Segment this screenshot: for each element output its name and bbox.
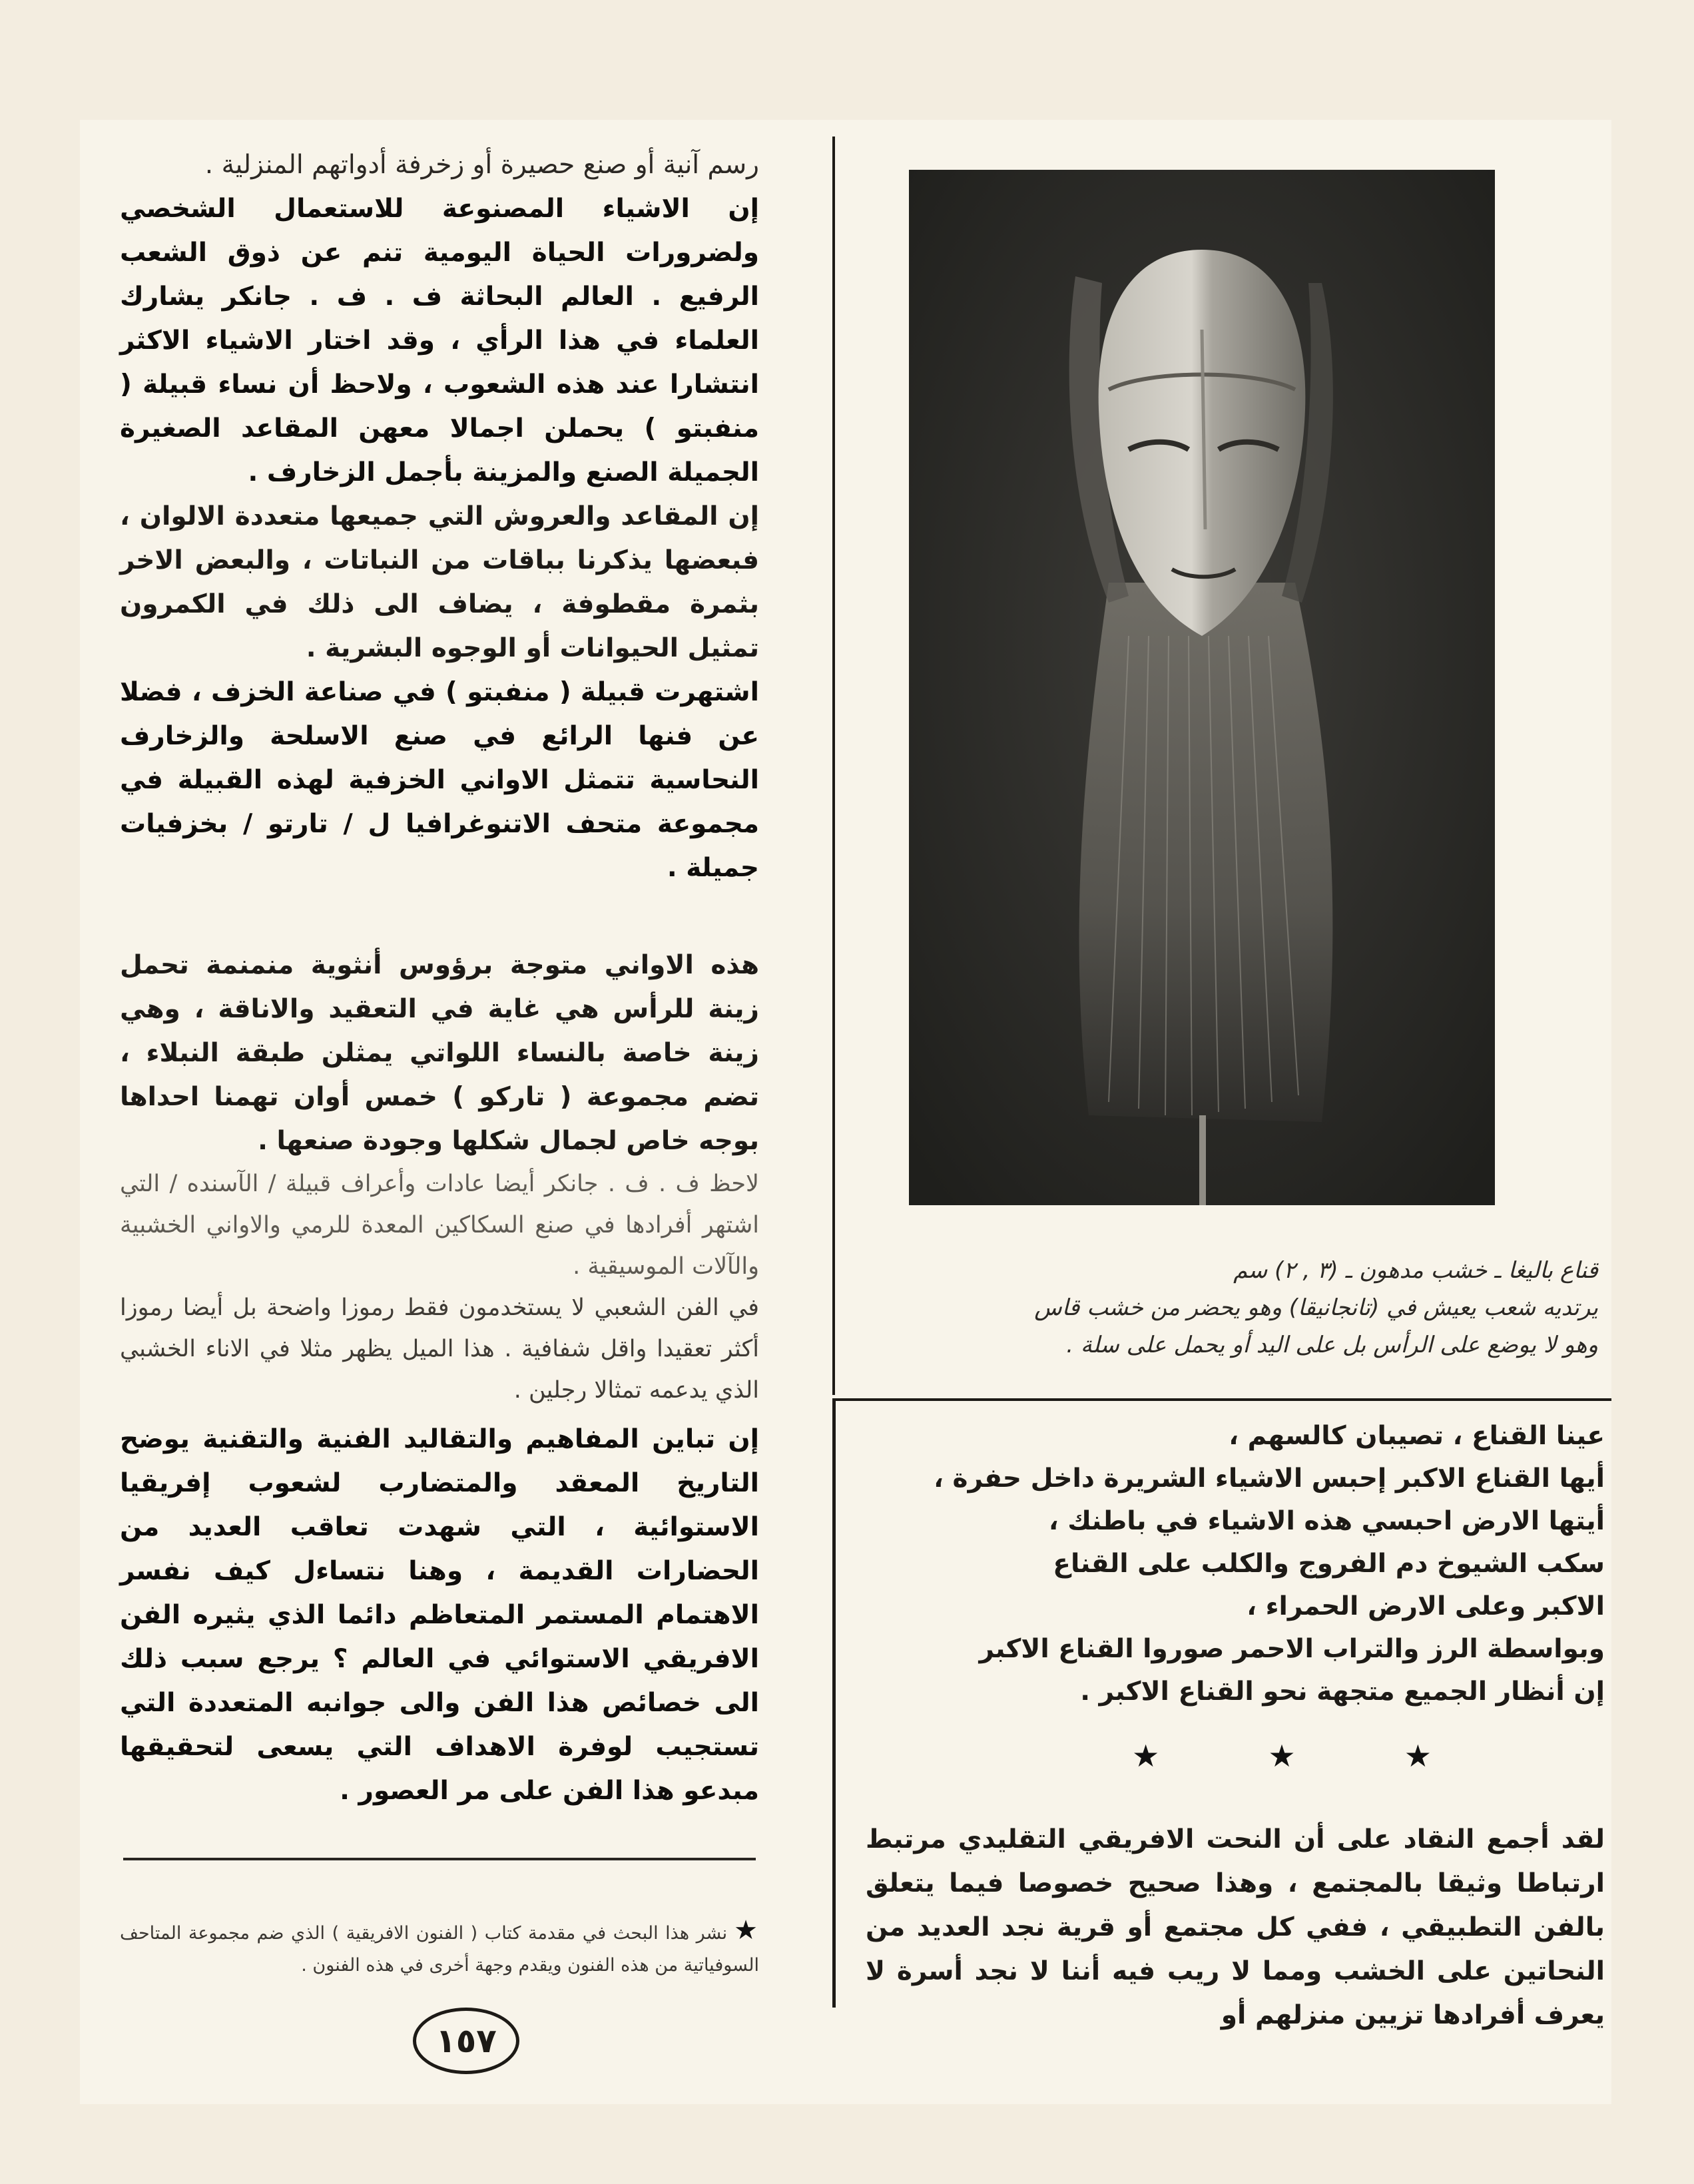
section-separator	[1132, 1738, 1432, 1774]
poem-line: سكب الشيوخ دم الفروج والكلب على القناع	[1053, 1549, 1605, 1579]
paragraph: في الفن الشعبي لا يستخدمون فقط رموزا واضحة بل أيضا رموزا أكثر تعقيدا واقل شفافية . هذا الميل يظهر مثلا في الاناء الخشبي الذي يدعمه تمثالا رجلين .	[120, 1294, 759, 1404]
star-icon: ★	[1404, 1738, 1432, 1774]
poem	[866, 1415, 1605, 1713]
footnote	[120, 1914, 759, 1982]
mask-photo	[909, 170, 1495, 1205]
mask-illustration	[909, 170, 1495, 1205]
star-icon: ★	[734, 1915, 760, 1946]
paragraph: لاحظ ف . ف . جانكر أيضا عادات وأعراف قبيلة / الآسنده / التي اشتهر أفرادها في صنع السكاكين المعدة للرمي والاواني الخشبية والآلات الموسيقية .	[120, 1171, 759, 1280]
page-number: ١٥٧	[413, 2008, 519, 2074]
star-icon: ★	[1132, 1738, 1160, 1774]
paragraph: إن الاشياء المصنوعة للاستعمال الشخصي ولضرورات الحياة اليومية تنم عن ذوق الشعب الرفيع . العالم البحاثة ف . ف . جانكر يشارك العلماء في هذا الرأي ، وقد اختار الاشياء الاكثر انتشارا عند هذه الشعوب ، ولاحظ أن نساء قبيلة ( منفبتو ) يحملن اجمالا معهن المقاعد الصغيرة الجميلة الصنع والمزينة بأجمل الزخارف .	[120, 194, 759, 487]
poem-line: عينا القناع ، تصيبان كالسهم ،	[1229, 1421, 1605, 1451]
paragraph: إن تباين المفاهيم والتقاليد الفنية والتقنية يوضح التاريخ المعقد والمتضارب لشعوب إفريقيا الاستوائية ، التي شهدت تعاقب العديد من الحضارات القديمة ، وهنا نتساءل كيف نفسر الاهتمام المستمر المتعاظم دائما الذي يثيره الفن الافريقي الاستوائي في العالم ؟ يرجع سبب ذلك الى خصائص هذا الفن والى جوانبه المتعددة التي تستجيب لوفرة الاهداف التي يسعى لتحقيقها مبدعو هذا الفن على مر العصور .	[120, 1424, 759, 1806]
photo-caption	[852, 1252, 1598, 1364]
footnote-text: نشر هذا البحث في مقدمة كتاب ( الفنون الافريقية ) الذي ضم مجموعة المتاحف السوفياتية من هذه الفنون ويقدم وجهة أخرى في هذه الفنون .	[120, 1923, 759, 1976]
paragraph: اشتهرت قبيلة ( منفبتو ) في صناعة الخزف ، فضلا عن فنها الرائع في صنع الاسلحة والزخارف النحاسية تتمثل الاواني الخزفية لهذه القبيلة في مجموعة متحف الاتنوغرافيا ل / تارتو / بخزفيات جميلة .	[120, 677, 759, 883]
closing-paragraph: لقد أجمع النقاد على أن النحت الافريقي التقليدي مرتبط ارتباطا وثيقا بالمجتمع ، وهذا صحيح خصوصا فيما يتعلق بالفن التطبيقي ، ففي كل مجتمع أو قرية نجد العديد من النحاتين على الخشب ومما لا ريب فيه أننا لا نجد أسرة لا يعرف أفرادها تزيين منزلهم أو	[866, 1824, 1605, 2030]
caption-line: وهو لا يوضع على الرأس بل على اليد أو يحمل على سلة .	[1066, 1332, 1598, 1358]
paragraph: هذه الاواني متوجة برؤوس أنثوية منمنمة تحمل زينة للرأس هي غاية في التعقيد والاناقة ، وهي زينة خاصة بالنساء اللواتي يمثلن طبقة النبلاء ، تضم مجموعة ( تاركو ) خمس أوان تهمنا احداها بوجه خاص لجمال شكلها وجودة صنعها .	[120, 950, 759, 1156]
paragraph: إن المقاعد والعروش التي جميعها متعددة الالوان ، فبعضها يذكرنا بباقات من النباتات ، والبعض الاخر بثمرة مقطوفة ، يضاف الى ذلك في الكمرون تمثيل الحيوانات أو الوجوه البشرية .	[120, 501, 759, 663]
caption-line: يرتديه شعب يعيش في (تانجانيقا) وهو يحضر من خشب قاس	[1034, 1294, 1598, 1321]
footnote-divider	[123, 1858, 756, 1860]
left-text-column	[120, 143, 759, 1813]
paragraph: رسم آنية أو صنع حصيرة أو زخرفة أدواتهم المنزلية .	[204, 150, 759, 180]
poem-line: أيتها الارض احبسي هذه الاشياء في باطنك ،	[1048, 1506, 1605, 1536]
poem-line: وبواسطة الرز والتراب الاحمر صوروا القناع الاكبر	[979, 1634, 1605, 1664]
column-divider	[832, 136, 835, 1395]
poem-line: إن أنظار الجميع متجهة نحو القناع الاكبر .	[1080, 1677, 1605, 1707]
paragraph-gap	[120, 890, 759, 944]
poem-line: أيها القناع الاكبر إحبس الاشياء الشريرة داخل حفرة ،	[934, 1464, 1605, 1494]
poem-line: الاكبر وعلى الارض الحمراء ،	[1247, 1591, 1605, 1621]
star-icon: ★	[1268, 1738, 1296, 1774]
caption-line: قناع باليغا ـ خشب مدهون ـ (٣ , ٢) سم	[1233, 1257, 1598, 1284]
